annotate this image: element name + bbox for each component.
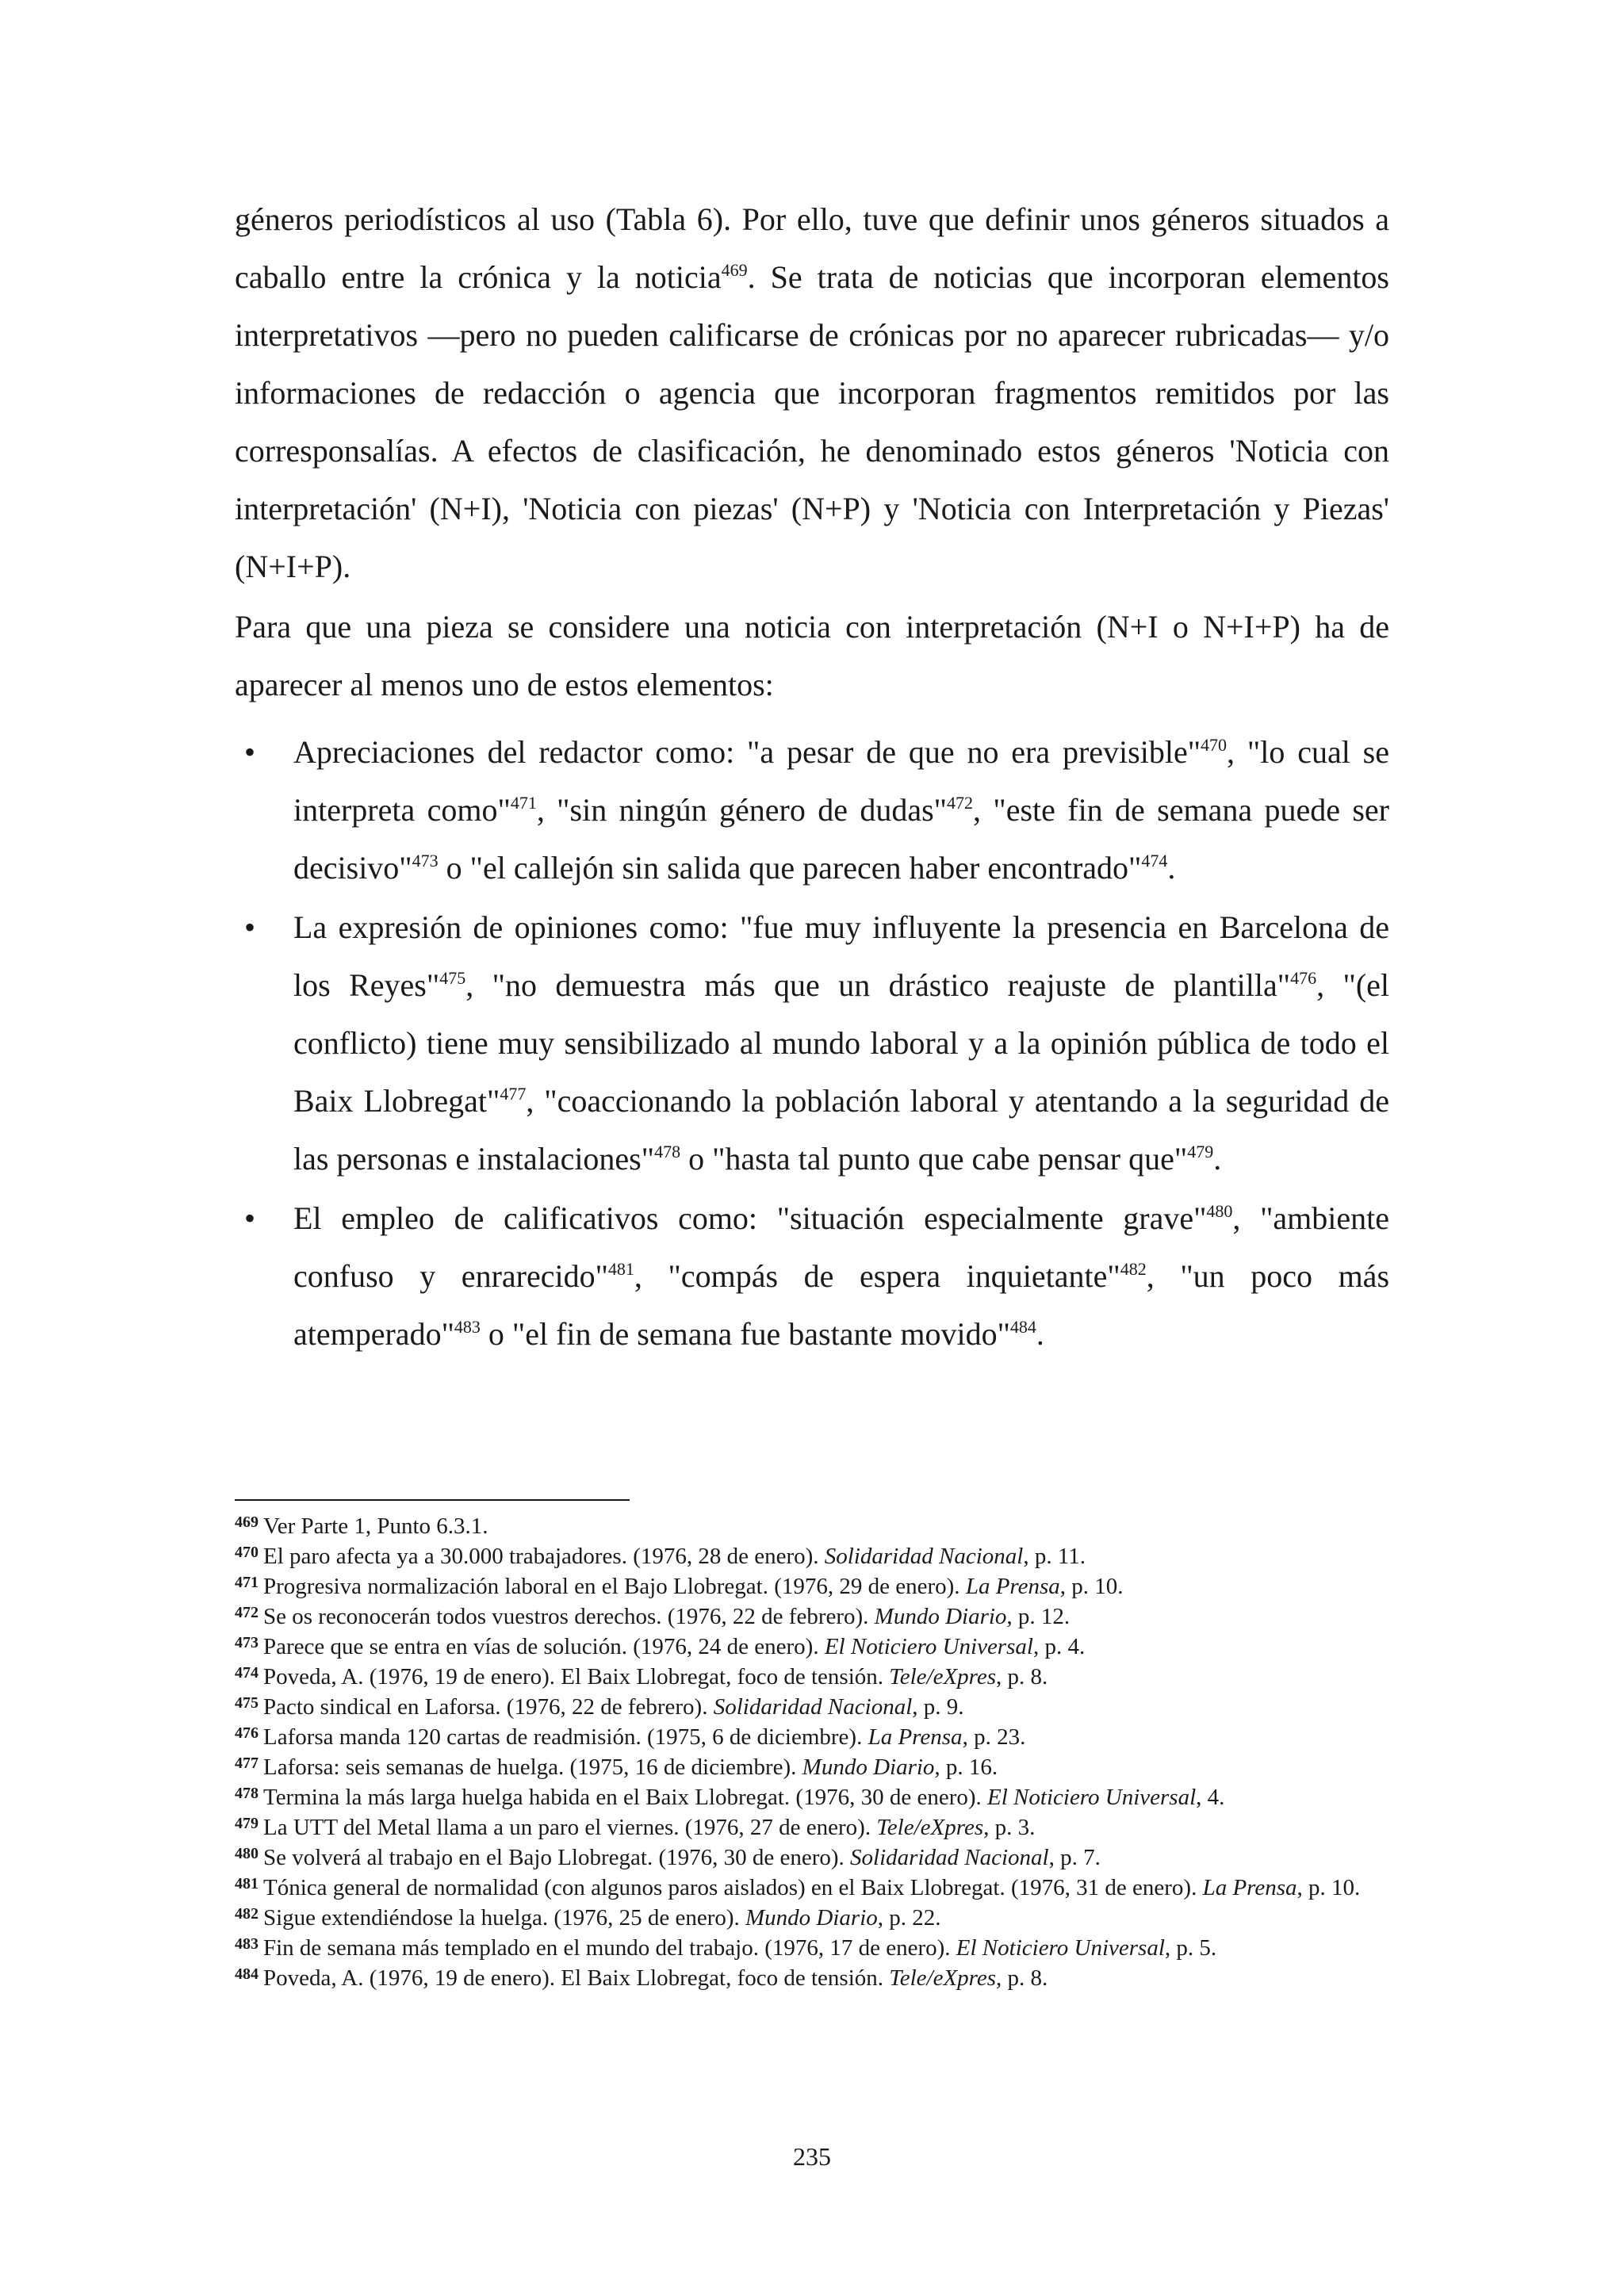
paragraph-intro xyxy=(235,190,1389,595)
footnote-number: 474 xyxy=(235,1664,259,1682)
bullet-item: • Apreciaciones del redactor como: "a pesar de que no era previsible"$^{470}$, "lo cual se interpreta como"$^{471}$, "sin ningún género de dudas"$^{472}$, "este fin de semana puede ser decisivo"$^{473}$ o "el callejón sin salida que parecen haber encontrado"$^{474}$. xyxy=(235,723,1389,897)
footnote-ref[interactable]: 471 xyxy=(510,793,537,813)
footnote: $^{484}$ Poveda, A. (1976, 19 de enero). El Baix Llobregat, foco de tensión. Tele/eXpres, p. 8. xyxy=(235,1965,1048,1991)
footnote: $^{480}$ Se volverá al trabajo en el Bajo Llobregat. (1976, 30 de enero). Solidaridad Nacional, p. 7. xyxy=(235,1845,1101,1870)
footnote-ref[interactable]: 477 xyxy=(500,1084,527,1104)
page-body xyxy=(235,190,1389,1364)
footnote-ref[interactable]: 479 xyxy=(1187,1142,1214,1161)
footnote-ref[interactable]: 470 xyxy=(1201,735,1228,755)
footnote-divider xyxy=(235,1499,630,1501)
footnote-ref[interactable]: 478 xyxy=(654,1142,681,1161)
footnote-number: 470 xyxy=(235,1544,259,1561)
footnote-number: 469 xyxy=(235,1513,259,1531)
bullet-item: • La expresión de opiniones como: "fue muy influyente la presencia en Barcelona de los Reyes"$^{475}$, "no demuestra más que un drástico reajuste de plantilla"$^{476}$, "(el conflicto) tiene muy sensibilizado al mundo laboral y a la opinión pública de todo el Baix Llobregat"$^{477}$, "coaccionando la población laboral y atentando a la seguridad de las personas e instalaciones"$^{478}$ o "hasta tal punto que cabe pensar que"$^{479}$. xyxy=(235,898,1389,1188)
footnote: $^{483}$ Fin de semana más templado en el mundo del trabajo. (1976, 17 de enero). El Noticiero Universal, p. 5. xyxy=(235,1935,1217,1961)
footnote: $^{472}$ Se os reconocerán todos vuestros derechos. (1976, 22 de febrero). Mundo Diario, p. 12. xyxy=(235,1604,1071,1629)
footnote-ref[interactable]: 475 xyxy=(439,968,466,988)
footnote-number: 479 xyxy=(235,1815,259,1832)
footnote-number: 476 xyxy=(235,1724,259,1742)
footnote-ref[interactable]: 483 xyxy=(454,1317,481,1337)
footnote-ref[interactable]: 484 xyxy=(1009,1317,1036,1337)
bullet-icon: • xyxy=(244,1200,256,1236)
footnote: $^{481}$ Tónica general de normalidad (con algunos paros aislados) en el Baix Llobregat. (1976, 31 de enero). La Prensa, p. 10. xyxy=(235,1875,1361,1900)
footnote-ref[interactable]: 481 xyxy=(607,1259,634,1279)
paragraph-text: géneros periodísticos al uso (Tabla 6). Por ello, tuve que definir unos géneros situados a caballo entre la crónica y la noticia xyxy=(235,201,1389,295)
footnote-number: 471 xyxy=(235,1574,259,1591)
footnote-ref[interactable]: 474 xyxy=(1141,851,1168,871)
footnote-number: 483 xyxy=(235,1935,259,1953)
footnote-number: 482 xyxy=(235,1905,259,1923)
bullet-icon: • xyxy=(244,734,256,770)
bullet-list xyxy=(235,723,1389,1363)
paragraph-criteria: Para que una pieza se considere una noticia con interpretación (N+I o N+I+P) ha de aparecer al menos uno de estos elementos: xyxy=(235,609,1389,702)
footnote-number: 480 xyxy=(235,1845,259,1862)
footnote-ref[interactable]: 473 xyxy=(412,851,439,871)
footnote-number: 477 xyxy=(235,1755,259,1772)
footnote-number: 478 xyxy=(235,1785,259,1802)
bullet-icon: • xyxy=(244,909,256,945)
footnote-ref[interactable]: 469 xyxy=(721,260,748,280)
footnote-ref[interactable]: 476 xyxy=(1290,968,1317,988)
paragraph-text: . Se trata de noticias que incorporan elementos interpretativos —pero no pueden calificarse de crónicas por no aparecer rubricadas— y/o informaciones de redacción o agencia que incorporan fragmentos remitidos por las corresponsalías. A efectos de clasificación, he denominado estos géneros 'Noticia con interpretación' (N+I), 'Noticia con piezas' (N+P) y 'Noticia con Interpretación y Piezas' (N+I+P). xyxy=(235,259,1389,584)
footnote-number: 481 xyxy=(235,1875,259,1892)
footnote-number: 475 xyxy=(235,1694,259,1712)
footnote: $^{474}$ Poveda, A. (1976, 19 de enero). El Baix Llobregat, foco de tensión. Tele/eXpres, p. 8. xyxy=(235,1664,1048,1689)
footnote-ref[interactable]: 472 xyxy=(947,793,973,813)
footnote-number: 472 xyxy=(235,1604,259,1621)
footnote-number: 473 xyxy=(235,1634,259,1651)
footnote-ref[interactable]: 480 xyxy=(1206,1201,1233,1221)
footnote: $^{473}$ Parece que se entra en vías de solución. (1976, 24 de enero). El Noticiero Universal, p. 4. xyxy=(235,1634,1086,1659)
footnote: $^{469}$ Ver Parte 1, Punto 6.3.1. xyxy=(235,1513,488,1539)
bullet-item: • El empleo de calificativos como: "situación especialmente grave"$^{480}$, "ambiente confuso y enrarecido"$^{481}$, "compás de espera inquietante"$^{482}$, "un poco más atemperado"$^{483}$ o "el fin de semana fue bastante movido"$^{484}$. xyxy=(235,1189,1389,1363)
page-number: 235 xyxy=(793,2142,831,2171)
footnote: $^{471}$ Progresiva normalización laboral en el Bajo Llobregat. (1976, 29 de enero). La Prensa, p. 10. xyxy=(235,1574,1124,1599)
footnote: $^{477}$ Laforsa: seis semanas de huelga. (1975, 16 de diciembre). Mundo Diario, p. 16. xyxy=(235,1755,998,1780)
footnote: $^{475}$ Pacto sindical en Laforsa. (1976, 22 de febrero). Solidaridad Nacional, p. 9. xyxy=(235,1694,964,1720)
footnote: $^{479}$ La UTT del Metal llama a un paro el viernes. (1976, 27 de enero). Tele/eXpres, p. 3. xyxy=(235,1815,1036,1840)
footnotes xyxy=(235,1511,1389,1993)
footnote: $^{482}$ Sigue extendiéndose la huelga. (1976, 25 de enero). Mundo Diario, p. 22. xyxy=(235,1905,941,1931)
footnote: $^{470}$ El paro afecta ya a 30.000 trabajadores. (1976, 28 de enero). Solidaridad Nacional, p. 11. xyxy=(235,1544,1086,1569)
footnote-ref[interactable]: 482 xyxy=(1120,1259,1147,1279)
footnote: $^{478}$ Termina la más larga huelga habida en el Baix Llobregat. (1976, 30 de enero). El Noticiero Universal, 4. xyxy=(235,1785,1225,1810)
footnote: $^{476}$ Laforsa manda 120 cartas de readmisión. (1975, 6 de diciembre). La Prensa, p. 23. xyxy=(235,1724,1026,1750)
footnote-number: 484 xyxy=(235,1965,259,1983)
